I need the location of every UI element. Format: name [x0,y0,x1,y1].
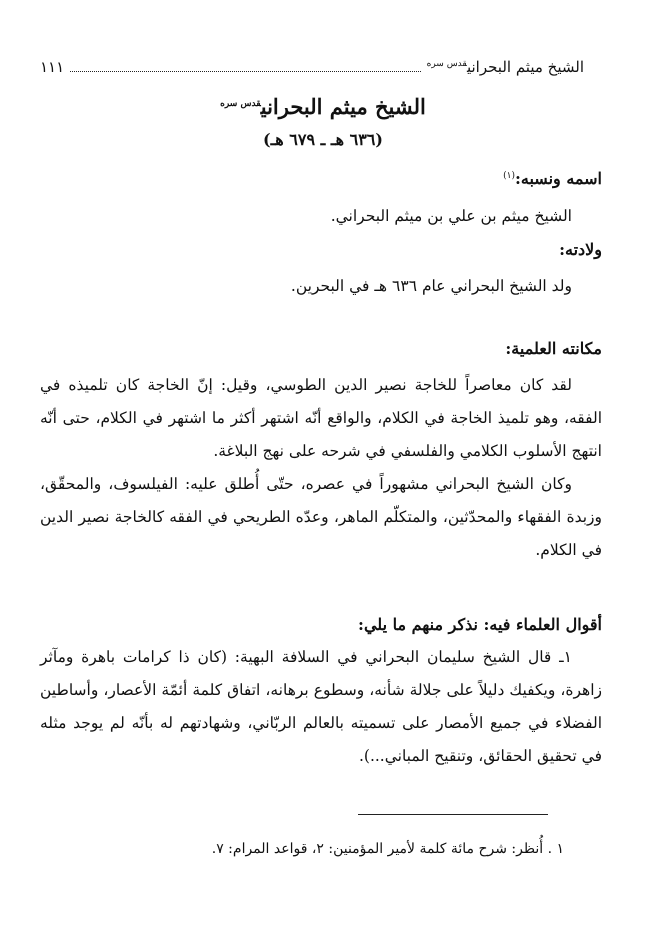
footnote-ref: (١) [503,171,515,181]
footnote-divider [358,814,548,815]
sayings-heading: أقوال العلماء فيه: نذكر منهم ما يلي: [358,615,602,634]
footnote: ١ . أُنظر: شرح مائة كلمة لأمير المؤمنين: ٢، قواعد المرام: ٧. [211,841,564,857]
running-head-title-text: الشيخ ميثم البحراني [466,58,584,76]
status-heading: مكانته العلمية: [505,339,602,358]
status-paragraph-1: لقد كان معاصراً للخاجة نصير الدين الطوسي، وقيل: إنّ الخاجة كان تلميذه في الفقه، وهو تلميذ الخاجة في الكلام، والواقع أنّه اشتهر أكثر ما اشتهر في الكلام، حتى أنّه انتهج الأسلوب الكلامي والفلسفي في شرحه على نهج البلاغة. [40,376,602,460]
status-section [40,332,602,567]
sayings-section [40,608,602,773]
page-title-text: الشيخ ميثم البحراني [260,94,426,119]
running-head-title [427,58,584,76]
page-title [40,94,606,119]
status-paragraph-2: وكان الشيخ البحراني مشهوراً في عصره، حتّى أُطلق عليه: الفيلسوف، والمحقّق، وزبدة الفقهاء والمحدّثين، والمتكلّم الماهر، وعدّه الطريحي في الفقه كالخاجة نصير الدين في الكلام. [40,475,602,559]
name-heading: اسمه ونسبه: [514,169,602,189]
title-honorific-mark: قدس سره [220,99,261,109]
dot-leader [70,61,420,72]
name-text: الشيخ ميثم بن علي بن ميثم البحراني. [330,207,572,226]
running-head [40,58,584,76]
page-number: ١١١ [40,58,65,76]
name-section [40,160,602,303]
sayings-paragraph-1: ١ـ قال الشيخ سليمان البحراني في السلافة البهية: (كان ذا كرامات باهرة ومآثر زاهرة، ويكفيك دليلاً على جلالة شأنه، وسطوع برهانه، اتفاق كلمة أئمّة الأعصار، وأساطين الفضلاء في جميع الأمصار على تسميته بالعالم الربّاني، وشهادتهم له بأنّه لم يوجد مثله في تحقيق الحقائق، وتنقيح المباني...). [40,648,602,765]
life-dates: (٦٣٦ هـ ـ ٦٧٩ هـ) [263,130,383,149]
honorific-mark: قدس سره [426,59,467,69]
birth-heading: ولادته: [559,240,602,260]
birth-text: ولد الشيخ البحراني عام ٦٣٦ هـ في البحرين. [290,277,572,296]
